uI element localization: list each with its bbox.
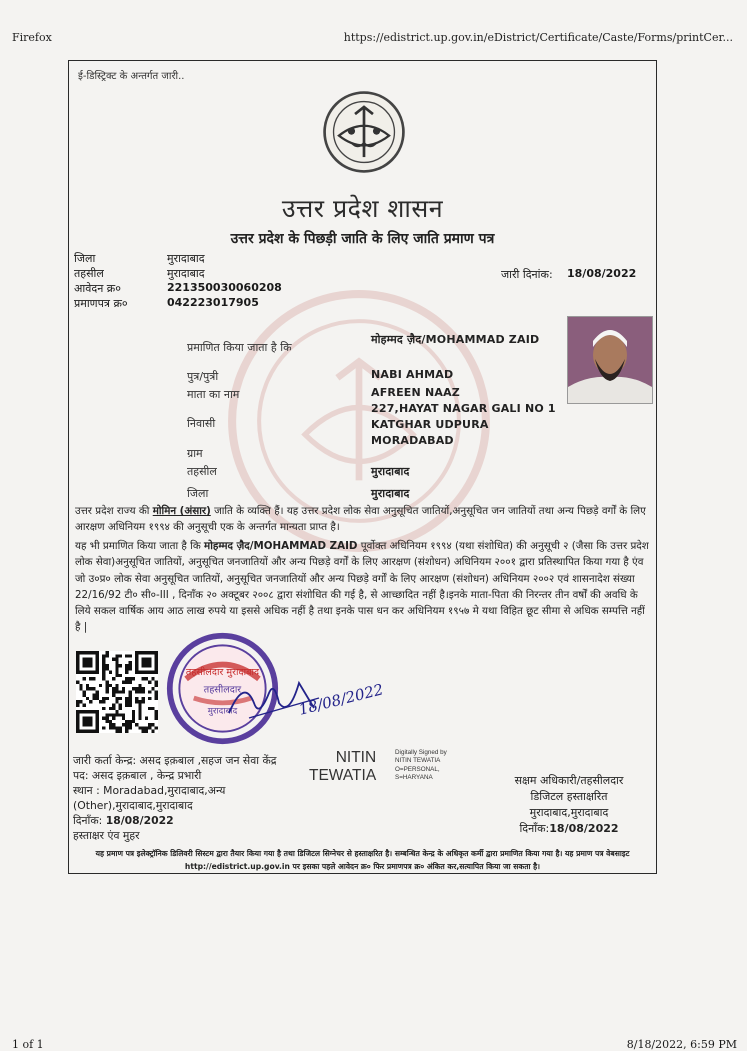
browser-name: Firefox [12,31,52,44]
page-count: 1 of 1 [12,1038,44,1051]
qr-code [76,651,158,733]
stamp-bottom-text: मुरादाबाद [207,706,238,717]
application-number-value: 221350030060208 [167,281,282,294]
certificate-number-label: प्रमाणपत्र क्र० [74,297,128,310]
issued-under-text: ई-डिस्ट्रिक्ट के अन्तर्गत जारी.. [78,71,185,82]
issuer-place: स्थान : Moradabad,मुरादाबाद,अन्य [73,784,226,797]
applicant-photo [567,316,653,404]
issuing-centre: जारी कर्ता केन्द्र: असद इक़बाल ,सहज जन सेवा केंद्र [73,754,277,767]
resident-label: निवासी [187,417,216,430]
tehsil-value: मुरादाबाद [167,267,205,280]
handwritten-date: 18/08/2022 [296,680,386,719]
tehsil-detail-label: तहसील [187,465,217,478]
stamp-center-text: तहसीलदार [203,684,242,696]
issuer-place-cont: (Other),मुरादाबाद,मुरादाबाद [73,799,193,812]
authority-date: दिनाँक:18/08/2022 [519,822,619,835]
caste-name: मोमिन (अंसार) [152,505,211,517]
applicant-photo-image [568,317,652,403]
mother-name: AFREEN NAAZ [371,386,460,399]
district-value: मुरादाबाद [167,252,205,265]
certificate-number-value: 042223017905 [167,296,259,309]
stamp-top-text: तहसीलदार मुरादाबाद [185,667,260,679]
digital-signer-name: NITIN TEWATIA [309,749,377,784]
certified-label: प्रमाणित किया जाता है कि [187,341,292,354]
applicant-name: मोहम्मद ज़ैद/MOHAMMAD ZAID [371,333,540,346]
certificate [68,60,657,874]
tehsil-detail-value: मुरादाबाद [371,465,410,478]
district-detail-value: मुरादाबाद [371,487,410,500]
para-applicant-name: मोहम्मद ज़ैद/MOHAMMAD ZAID [204,540,358,552]
village-label: ग्राम [187,447,203,460]
district-detail-label: जिला [187,487,209,500]
relation-label: पुत्र/पुत्री [187,370,219,383]
application-number-label: आवेदन क्र० [74,282,121,295]
address-value: 227,HAYAT NAGAR GALI NO 1 KATGHAR UDPURA MORADABAD [371,402,556,447]
father-name: NABI AHMAD [371,368,454,381]
footer-date: दिनाँक: 18/08/2022 [73,814,174,827]
authority-title: सक्षम अधिकारी/तहसीलदार [514,774,624,787]
verification-note: यह प्रमाण पत्र इलेक्ट्रॉनिक डिलिवरी सिस्टम द्वारा तैयार किया गया है तथा डिजिटल सिग्नेचर से हस्ताक्षरित है। सम्बन्धित केन्द्र के अधिकृत कर्मी द्वारा प्रमाणित किया गया है। यह प्रमाण पत्र वेबसाइट http://edistrict.up.gov.in पर इसका पहले आवेदन क्र० फिर प्रमाणपत्र क्र० अंकित कर,सत्यापित किया जा सकता है। [95,849,630,871]
certificate-title: उत्तर प्रदेश के पिछड़ी जाति के लिए जाति प्रमाण पत्र [230,231,495,247]
district-label: जिला [74,252,96,265]
issue-date-value: 18/08/2022 [567,267,637,280]
income-paragraph: यह भी प्रमाणित किया जाता है कि मोहम्मद ज़ैद/MOHAMMAD ZAID पूर्वोक्त अधिनियम १९९४ (यथा संशोधित) की अनुसूची २ (जैसा कि उत्तर प्रदेश लोक सेवा)अनुसूचित जातियों, अनुसूचित जनजातियों और अन्य पिछड़े वर्गों के लिए आरक्षण (संशोधन) अधिनियम २००१ द्वारा प्रतिस्थापित किया गया है एंव जो उ०प्र० लोक सेवा अनुसूचित जातियों, अनुसूचित जनजातियों और अन्य पिछड़े वर्गों के लिए आरक्षण (संशोधन) अधिनियम २००२ एवं शासनादेश संख्या 22/16/92 टी० सी०-III , दिनाँक २० अक्टूबर २००८ द्वारा संशोधित की गई है, से आच्छादित नहीं है।इनके माता-पिता की निरन्तर तीन वर्षों की अवधि के लिये सकल वार्षिक आय आठ लाख रुपये या इससे अधिक नहीं है तथा इनके पास धन कर अधिनियम १९५७ मे यथा विहित छूट सीमा से अधिक सम्पत्ति नहीं है | [75,540,649,634]
authority-place: मुरादाबाद,मुरादाबाद [529,806,609,819]
page-url: https://edistrict.up.gov.in/eDistrict/Certificate/Caste/Forms/printCer... [343,31,733,44]
digital-signature-details: Digitally Signed by NITIN TEWATIA O=PERSONAL, S=HARYANA [395,749,447,781]
sign-and-seal-label: हस्ताक्षर एंव मुहर [73,829,140,842]
competent-authority [489,773,649,837]
mother-label: माता का नाम [187,388,240,401]
government-title: उत्तर प्रदेश शासन [281,194,444,223]
digitally-signed-label: डिजिटल हस्ताक्षरित [530,790,608,803]
up-govt-emblem-icon [319,89,409,175]
issue-date-label: जारी दिनांक: [501,268,553,281]
tehsil-label: तहसील [74,267,104,280]
issuer-post: पद: असद इक़बाल , केन्द्र प्रभारी [73,769,202,782]
caste-paragraph: उत्तर प्रदेश राज्य की मोमिन (अंसार) जाति के व्यक्ति हैं। यह उत्तर प्रदेश लोक सेवा अनुसूचित जातियों,अनुसूचित जन जातियों तथा अन्य पिछड़े वर्गों के लिए आरक्षण अधिनियम १९९४ की अनुसूची एक के अन्तर्गत मान्यता प्राप्त है। [75,505,646,534]
print-timestamp: 8/18/2022, 6:59 PM [626,1038,737,1051]
